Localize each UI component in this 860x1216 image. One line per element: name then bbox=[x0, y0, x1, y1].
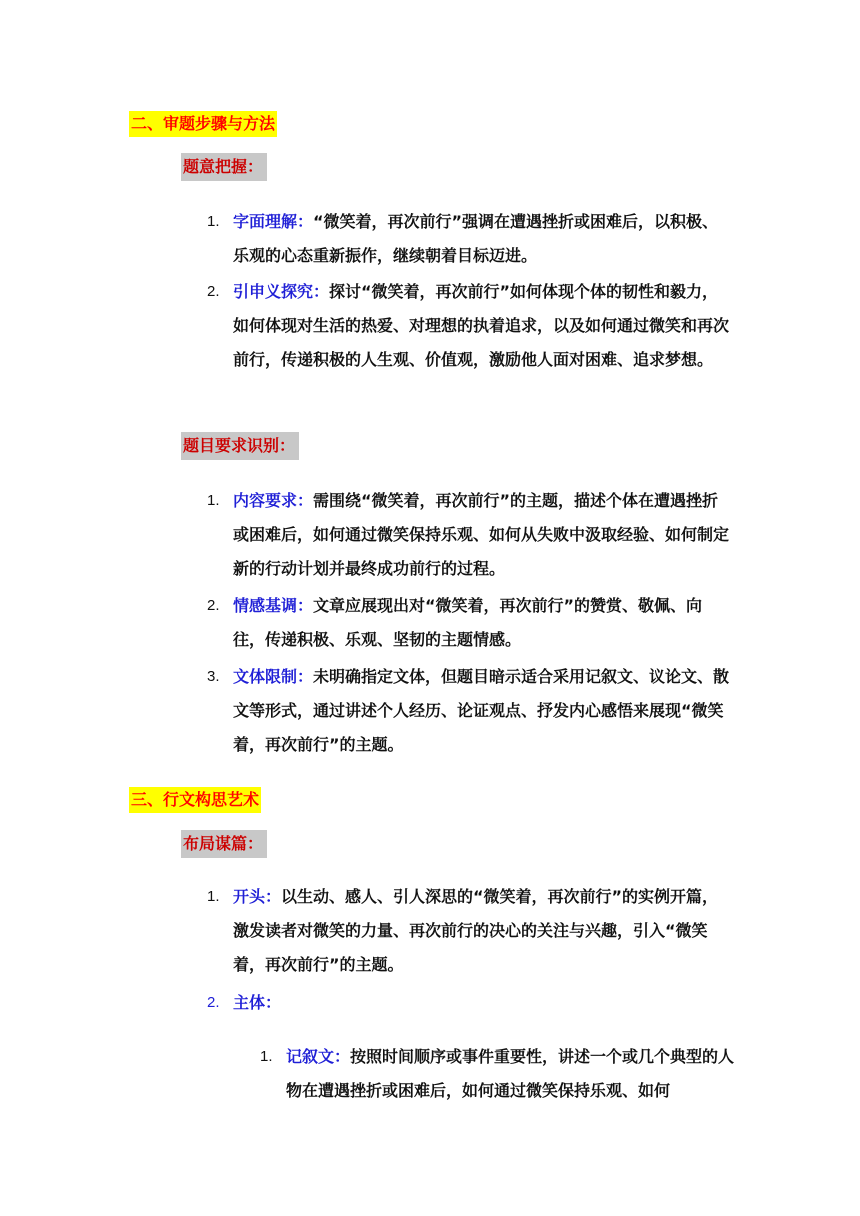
list-text: 按照时间顺序或事件重要性，讲述一个或几个典型的人物在遭遇挫折或困难后，如何通过微笑保持乐观、如何 bbox=[286, 1047, 735, 1100]
section-heading-3: 三、行文构思艺术 bbox=[129, 787, 261, 813]
list-text: 文章应展现出对“微笑着，再次前行”的赞赏、敬佩、向往，传递积极、乐观、坚韧的主题情感。 bbox=[233, 596, 703, 649]
list-text: 需围绕“微笑着，再次前行”的主题，描述个体在遭遇挫折或困难后，如何通过微笑保持乐观、如何从失败中汲取经验、如何制定新的行动计划并最终成功前行的过程。 bbox=[233, 491, 730, 578]
list-term: 引申义探究： bbox=[233, 282, 330, 301]
list-number: 1. bbox=[260, 1048, 273, 1065]
list-term: 记叙文： bbox=[286, 1047, 351, 1066]
list-text: 未明确指定文体，但题目暗示适合采用记叙文、议论文、散文等形式，通过讲述个人经历、论证观点、抒发内心感悟来展现“微笑着，再次前行”的主题。 bbox=[233, 667, 730, 754]
list-text: 以生动、感人、引人深思的“微笑着，再次前行”的实例开篇，激发读者对微笑的力量、再次前行的决心的关注与兴趣，引入“微笑着，再次前行”的主题。 bbox=[233, 887, 719, 974]
list-item bbox=[207, 660, 733, 762]
nested-list-item bbox=[260, 1040, 744, 1108]
list-number: 3. bbox=[207, 668, 220, 685]
subheading-requirements: 题目要求识别： bbox=[181, 432, 299, 460]
list-text: 探讨“微笑着，再次前行”如何体现个体的韧性和毅力，如何体现对生活的热爱、对理想的执着追求，以及如何通过微笑和再次前行，传递积极的人生观、价值观，激励他人面对困难、追求梦想。 bbox=[233, 282, 730, 369]
list-term: 情感基调： bbox=[233, 596, 314, 615]
list-number: 1. bbox=[207, 213, 220, 230]
list-term: 文体限制： bbox=[233, 667, 314, 686]
list-item bbox=[207, 986, 733, 1020]
subheading-topic-grasp: 题意把握： bbox=[181, 153, 267, 181]
list-number: 2. bbox=[207, 994, 220, 1011]
list-term: 内容要求： bbox=[233, 491, 314, 510]
list-item bbox=[207, 880, 733, 982]
list-number: 2. bbox=[207, 283, 220, 300]
list-item bbox=[207, 484, 733, 586]
list-item bbox=[207, 205, 733, 273]
section-heading-2: 二、审题步骤与方法 bbox=[129, 111, 277, 137]
list-number: 1. bbox=[207, 888, 220, 905]
list-item bbox=[207, 589, 733, 657]
list-number: 2. bbox=[207, 597, 220, 614]
list-number: 1. bbox=[207, 492, 220, 509]
list-term: 主体： bbox=[233, 993, 282, 1012]
list-text: “微笑着，再次前行”强调在遭遇挫折或困难后，以积极、乐观的心态重新振作，继续朝着目标迈进。 bbox=[233, 212, 719, 265]
list-term: 字面理解： bbox=[233, 212, 314, 231]
list-item bbox=[207, 275, 733, 377]
subheading-layout: 布局谋篇： bbox=[181, 830, 267, 858]
list-term: 开头： bbox=[233, 887, 282, 906]
